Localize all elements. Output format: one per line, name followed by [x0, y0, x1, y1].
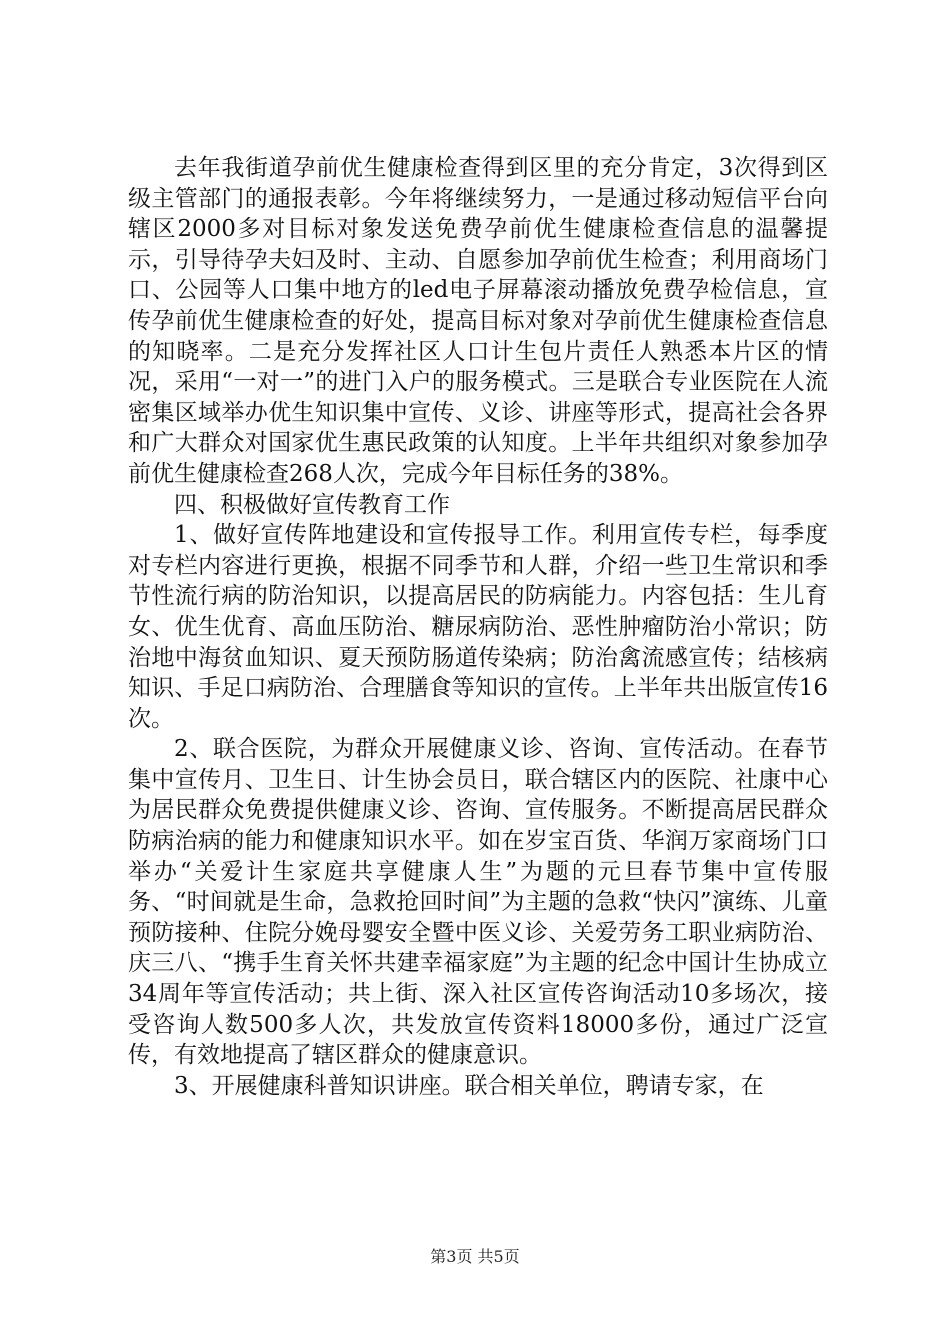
paragraph-item-1: 1、做好宣传阵地建设和宣传报导工作。利用宣传专栏，每季度对专栏内容进行更换，根据不同季节和人群，介绍一些卫生常识和季节性流行病的防治知识，以提高居民的防病能力。内容包括：生儿育女、优生优育、高血压防治、糖尿病防治、恶性肿瘤防治小常识；防治地中海贫血知识、夏天预防肠道传染病；防治禽流感宣传；结核病知识、手足口病防治、合理膳食等知识的宣传。上半年共出版宣传16次。 [128, 522, 828, 732]
page-number-footer: 第3页 共5页 [430, 1247, 520, 1266]
paragraph-item-3: 3、开展健康科普知识讲座。联合相关单位，聘请专家，在 [174, 1072, 764, 1099]
paragraph-item-2: 2、联合医院，为群众开展健康义诊、咨询、宣传活动。在春节集中宣传月、卫生日、计生协会员日，联合辖区内的医院、社康中心为居民群众免费提供健康义诊、咨询、宣传服务。不断提高居民群众防病治病的能力和健康知识水平。如在岁宝百货、华润万家商场门口举办“关爱计生家庭共享健康人生”为题的元旦春节集中宣传服务、“时间就是生命，急救抢回时间”为主题的急救“快闪”演练、儿童预防接种、住院分娩母婴安全暨中医义诊、关爱劳务工职业病防治、庆三八、“携手生育关怀共建幸福家庭”为主题的纪念中国计生协成立34周年等宣传活动；共上街、深入社区宣传咨询活动10多场次，接受咨询人数500多人次，共发放宣传资料18000多份，通过广泛宣传，有效地提高了辖区群众的健康意识。 [128, 736, 828, 1069]
paragraph-intro: 去年我街道孕前优生健康检查得到区里的充分肯定，3次得到区级主管部门的通报表彰。今年将继续努力，一是通过移动短信平台向辖区2000多对目标对象发送免费孕前优生健康检查信息的温馨提示，引导待孕夫妇及时、主动、自愿参加孕前优生检查；利用商场门口、公园等人口集中地方的led电子屏幕滚动播放免费孕检信息，宣传孕前优生健康检查的好处，提高目标对象对孕前优生健康检查信息的知晓率。二是充分发挥社区人口计生包片责任人熟悉本片区的情况，采用“一对一”的进门入户的服务模式。三是联合专业医院在人流密集区域举办优生知识集中宣传、义诊、讲座等形式，提高社会各界和广大群众对国家优生惠民政策的认知度。上半年共组织对象参加孕前优生健康检查268人次，完成今年目标任务的38%。 [128, 155, 828, 487]
document-body [128, 153, 828, 1101]
section-heading: 四、积极做好宣传教育工作 [174, 491, 450, 518]
